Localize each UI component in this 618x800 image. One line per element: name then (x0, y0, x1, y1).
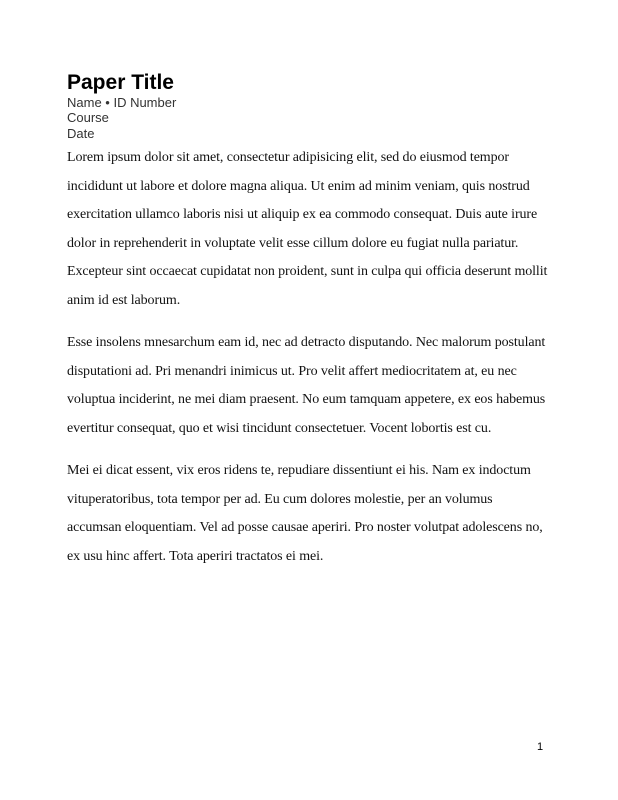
paragraph-line: accumsan eloquentiam. Vel ad posse causae aperiri. Pro noster volutpat adolescens no, (67, 520, 543, 535)
paragraph-line: exercitation ullamco laboris nisi ut aliquip ex ea commodo consequat. Duis aute irure (67, 207, 538, 222)
date-line: Date (67, 125, 95, 141)
document-header (67, 71, 176, 141)
paragraph-line: voluptua inciderint, ne mei diam praesent. No eum tamquam appetere, ex eos habemus (67, 392, 546, 407)
paragraph-line: Mei ei dicat essent, vix eros ridens te, repudiare dissentiunt ei his. Nam ex indoctum (67, 463, 531, 478)
paragraph (67, 144, 587, 315)
course-line: Course (67, 110, 109, 126)
paragraph (67, 329, 587, 443)
paragraph-line: Excepteur sint occaecat cupidatat non proident, sunt in culpa qui officia deserunt mollit (67, 264, 548, 279)
paragraph-line: Esse insolens mnesarchum eam id, nec ad detracto disputando. Nec malorum postulant (67, 335, 546, 350)
paragraph-line: incididunt ut labore et dolore magna aliqua. Ut enim ad minim veniam, quis nostrud (67, 178, 530, 194)
paragraph-line: evertitur consequat, quo et wisi tincidunt consectetuer. Vocent lobortis est cu. (67, 420, 492, 436)
author-byline: Name • ID Number (67, 95, 177, 110)
page-number: 1 (537, 741, 544, 753)
paragraph-line: Lorem ipsum dolor sit amet, consectetur adipisicing elit, sed do eiusmod tempor (67, 150, 509, 165)
paragraph-line: anim id est laborum. (67, 292, 181, 308)
paper-title: Paper Title (67, 71, 174, 94)
paragraph-line: ex usu hinc affert. Tota aperiri tractatos ei mei. (67, 548, 324, 564)
document-body (67, 144, 587, 585)
paragraph-line: dolor in reprehenderit in voluptate velit esse cillum dolore eu fugiat nulla pariatur. (67, 235, 519, 251)
paragraph-line: vituperatoribus, tota tempor per ad. Eu cum dolores molestie, per an volumus (67, 491, 493, 507)
paragraph-line: disputationi ad. Pri menandri inimicus ut. Pro velit affert mediocritatem at, eu nec (67, 363, 517, 379)
paragraph (67, 457, 587, 571)
